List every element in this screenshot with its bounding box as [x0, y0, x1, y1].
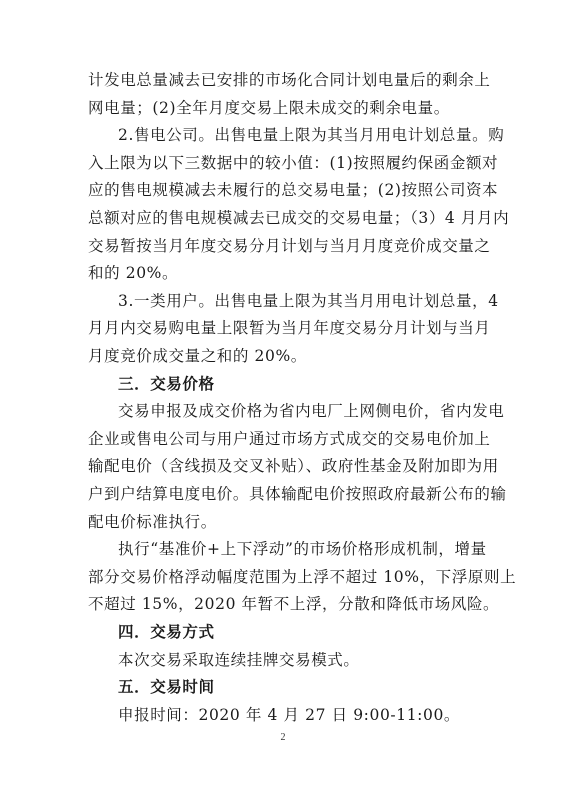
text-line: 本次交易采取连续挂牌交易模式。 [118, 650, 360, 669]
text-line: 总额对应的售电规模减去已成交的交易电量；（3）4 月月内 [88, 209, 510, 227]
page-number: 2 [280, 732, 286, 743]
text-line: 网电量；(2)全年月度交易上限未成交的剩余电量。 [88, 98, 450, 117]
text-line: 入上限为以下三数据中的较小值：(1)按照履约保函金额对 [88, 153, 499, 172]
text-line: 执行“基准价+上下浮动”的市场价格形成机制，增量 [118, 540, 487, 559]
text-line: 输配电价（含线损及交叉补贴）、政府性基金及附加即为用 [88, 457, 499, 476]
text-line: 户到户结算电度电价。具体输配电价按照政府最新公布的输 [88, 485, 507, 503]
text-line: 不超过 15%，2020 年暂不上浮，分散和降低市场风险。 [88, 595, 500, 614]
text-line: 交易暂按当月年度交易分月计划与当月月度竞价成交量之 [88, 236, 491, 255]
text-line: 企业或售电公司与用户通过市场方式成交的交易电价加上 [88, 429, 491, 448]
text-line: 月度竞价成交量之和的 20%。 [88, 347, 307, 365]
text-line: 交易申报及成交价格为省内电厂上网侧电价，省内发电 [118, 402, 505, 421]
text-line: 3.一类用户。出售电量上限为其当月用电计划总量，4 [118, 291, 499, 310]
text-line: 计发电总量减去已安排的市场化合同计划电量后的剩余上 [88, 71, 491, 89]
section-heading-time: 五．交易时间 [118, 678, 215, 697]
section-heading-method: 四．交易方式 [118, 623, 215, 641]
text-line: 2.售电公司。出售电量上限为其当月用电计划总量。购 [118, 126, 505, 145]
text-line: 部分交易价格浮动幅度范围为上浮不超过 10%，下浮原则上 [88, 567, 517, 586]
text-line: 月月内交易购电量上限暂为当月年度交易分月计划与当月 [88, 319, 491, 338]
text-line: 和的 20%。 [88, 264, 179, 283]
text-line: 申报时间：2020 年 4 月 27 日 9:00-11:00。 [118, 705, 461, 724]
section-heading-price: 三．交易价格 [118, 374, 215, 393]
text-line: 应的售电规模减去未履行的总交易电量；(2)按照公司资本 [88, 181, 499, 200]
text-line: 配电价标准执行。 [88, 512, 217, 531]
